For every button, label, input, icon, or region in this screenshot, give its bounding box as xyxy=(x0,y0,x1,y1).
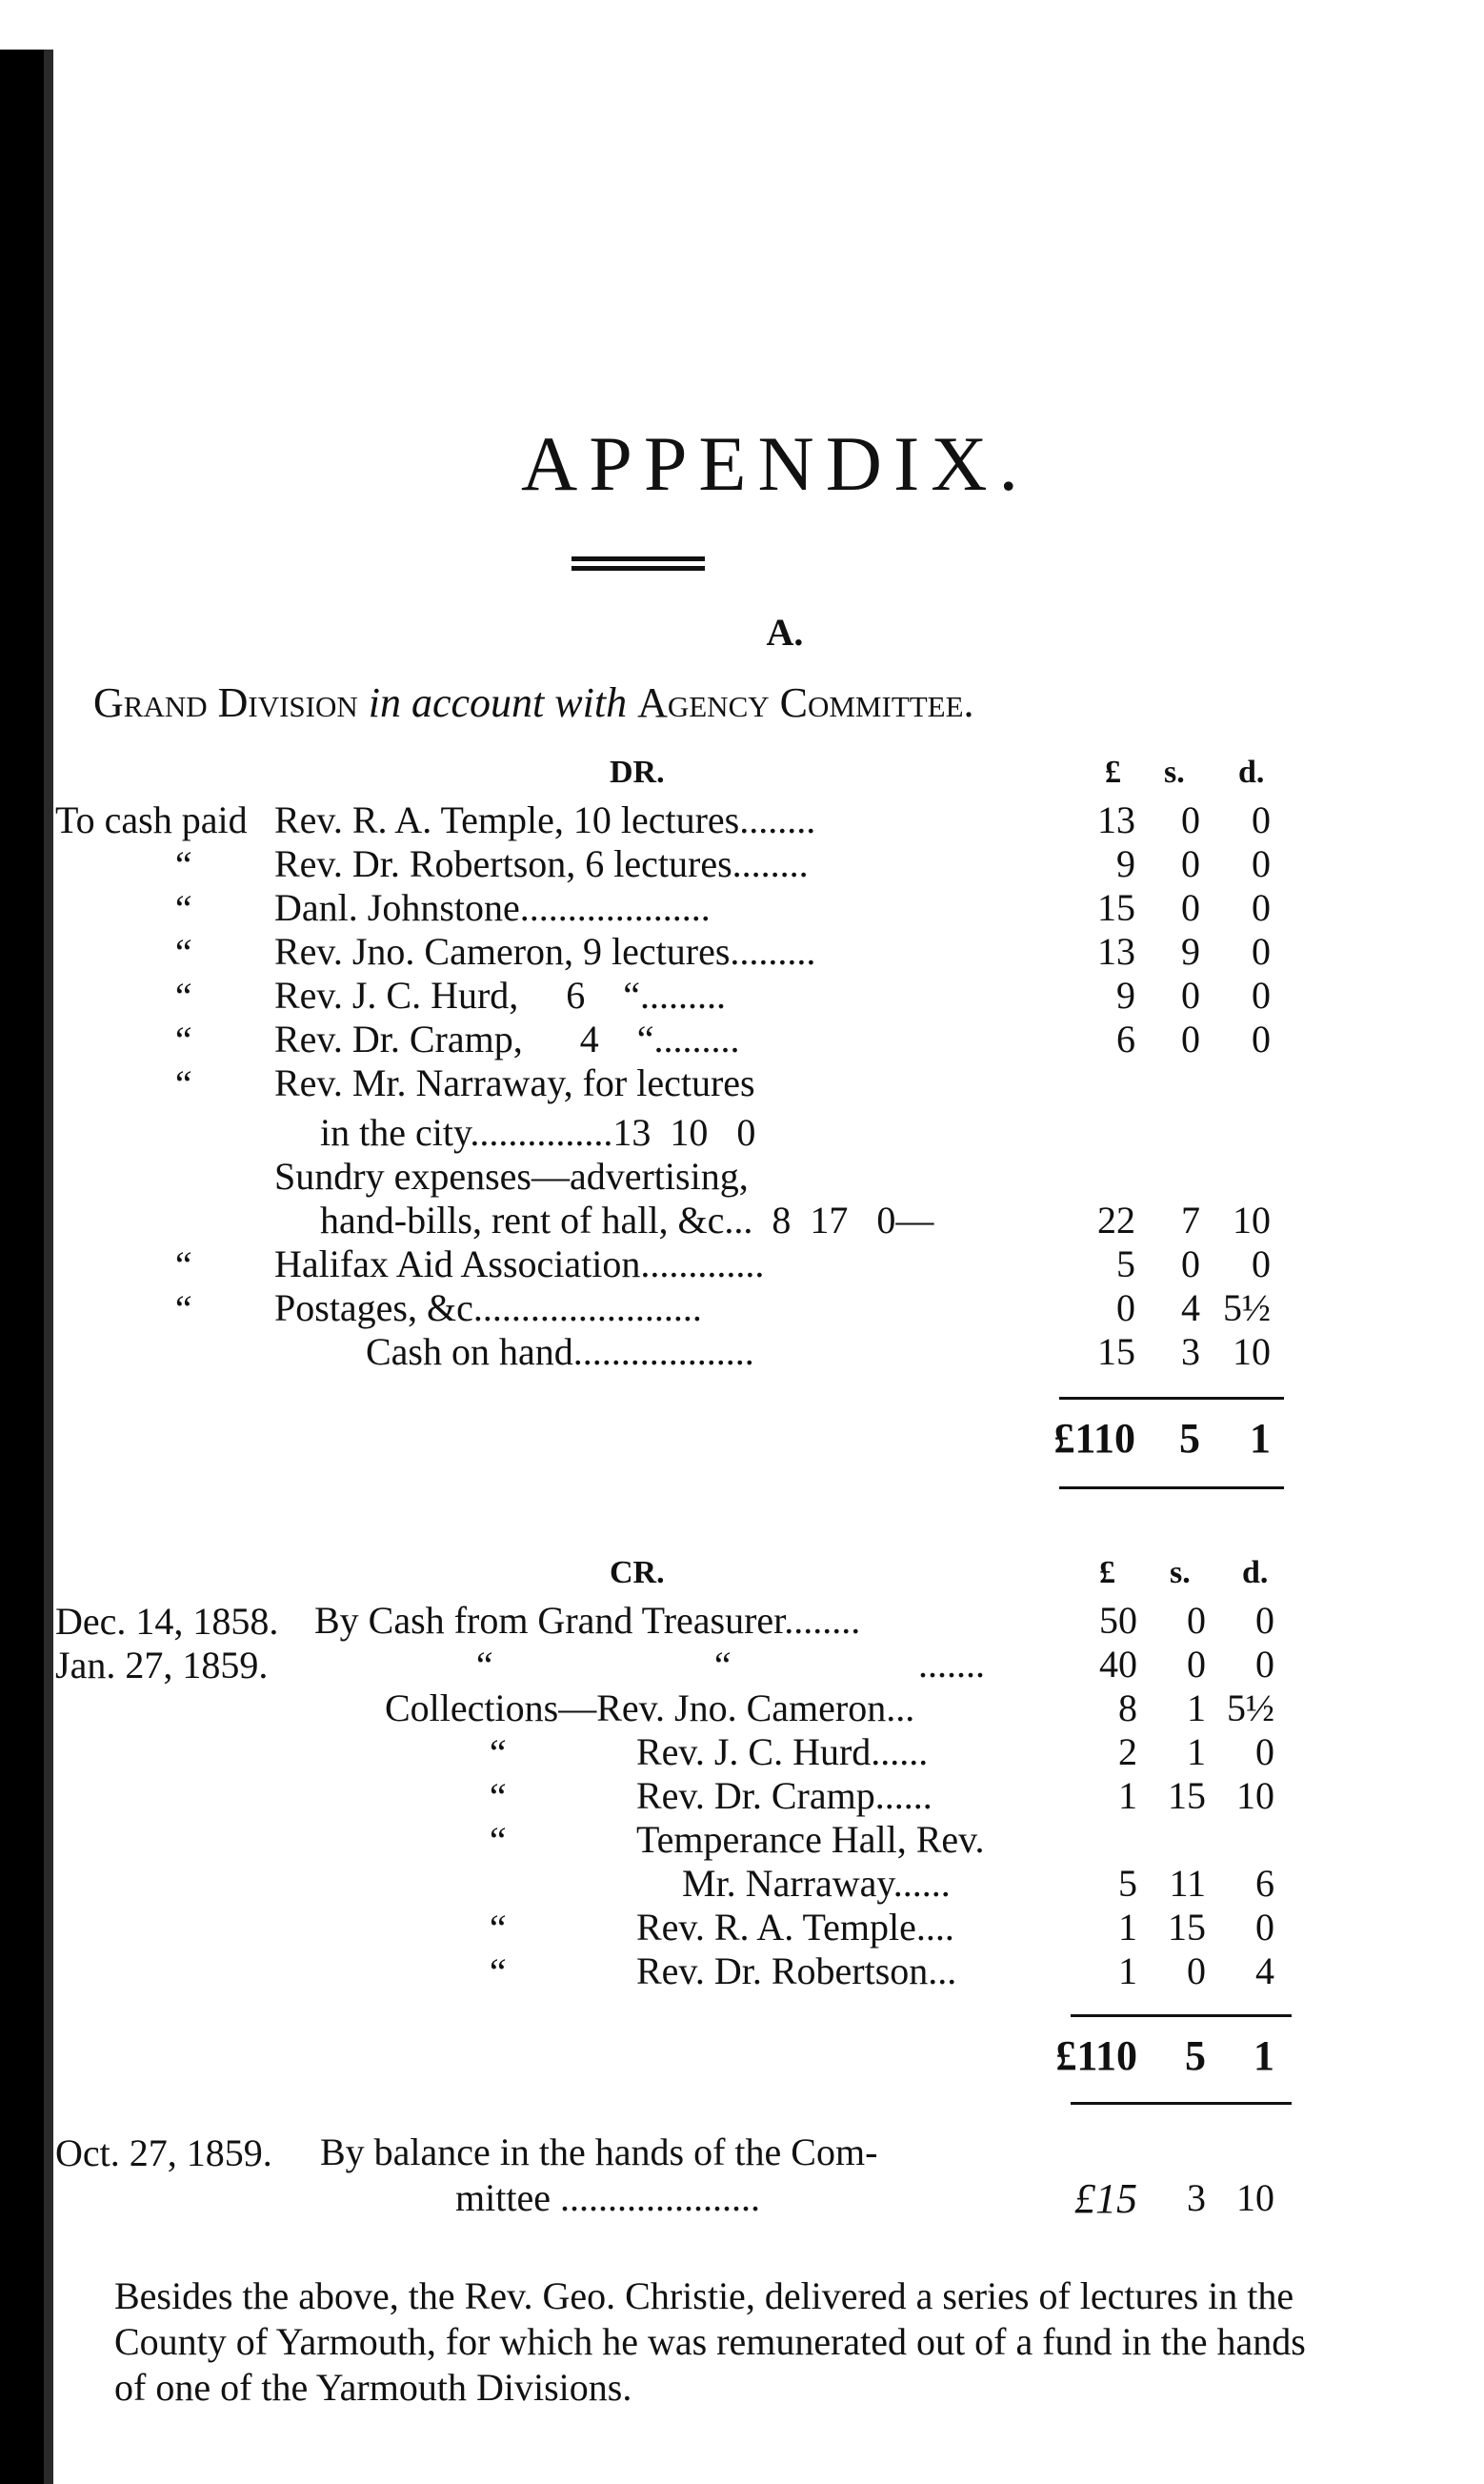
debit-row-pounds: 9 xyxy=(1116,842,1135,885)
leader-dots: ............... xyxy=(470,1111,613,1154)
balance-pounds: £15 xyxy=(1074,2175,1137,2222)
leader-dots: .... xyxy=(915,1906,954,1949)
credit-row2-ditto1: “ xyxy=(472,1644,494,1686)
temperance-ditto: “ xyxy=(486,1819,508,1862)
credit-temperance-line2 xyxy=(682,1862,951,1906)
debit-row-pence: 0 xyxy=(1252,974,1271,1017)
cramp-shillings: 15 xyxy=(1168,1774,1206,1817)
robertson-shillings: 0 xyxy=(1187,1949,1206,1992)
leader-dots: ...... xyxy=(892,1862,951,1905)
leader-dots: ..................... xyxy=(550,2176,760,2219)
debit-row-shillings: 0 xyxy=(1181,974,1200,1017)
hurd-shillings: 1 xyxy=(1187,1730,1206,1773)
temperance-pence: 6 xyxy=(1255,1862,1274,1905)
temperance-shillings: 11 xyxy=(1169,1862,1206,1905)
debit-halifax xyxy=(274,1242,764,1286)
leader-dots: ...... xyxy=(871,1730,929,1773)
debit-total-rule-bottom xyxy=(1059,1486,1284,1489)
temperance-pounds: 5 xyxy=(1118,1862,1137,1905)
leader-dots: .................... xyxy=(519,886,711,929)
credit-total-pounds: £110 xyxy=(1055,2032,1137,2079)
debit-row-pounds: 13 xyxy=(1097,930,1135,973)
debit-col-shillings: s. xyxy=(1164,755,1185,790)
credit-row2-leader: ....... xyxy=(918,1643,985,1686)
leader-dots: ........ xyxy=(732,842,809,885)
collections-text: Collections—Rev. Jno. Cameron xyxy=(385,1686,887,1729)
hurd-text: Rev. J. C. Hurd xyxy=(636,1730,872,1773)
cramp-text: Rev. Dr. Cramp xyxy=(636,1774,875,1817)
heading-part-agency-committee: Agency Committee. xyxy=(637,679,974,726)
halifax-pounds: 5 xyxy=(1116,1242,1135,1285)
cash-on-hand-pounds: 15 xyxy=(1097,1330,1135,1373)
temple-text: Rev. R. A. Temple xyxy=(636,1906,916,1949)
cramp-ditto: “ xyxy=(486,1775,508,1818)
footnote-paragraph: Besides the above, the Rev. Geo. Christie, delivered a series of lectures in the County of Yarmouth, for which he was remunerated out of a fund in the hands of one of the Yarmouth Divisions. xyxy=(114,2274,1306,2409)
sundry-pence: 10 xyxy=(1233,1199,1271,1242)
debit-row-prefix: “ xyxy=(171,975,193,1018)
balance-pence: 10 xyxy=(1236,2176,1274,2219)
credit-row2-ditto2: “ xyxy=(711,1644,732,1686)
cramp-pence: 10 xyxy=(1236,1774,1274,1817)
debit-row-pounds: 15 xyxy=(1097,886,1135,929)
debit-row-pence: 0 xyxy=(1252,930,1271,973)
debit-row-prefix: “ xyxy=(171,931,193,974)
temple-pounds: 1 xyxy=(1118,1906,1137,1949)
credit-row2-pence: 0 xyxy=(1255,1643,1274,1686)
credit-hurd xyxy=(636,1730,928,1774)
debit-row-pounds: 9 xyxy=(1116,974,1135,1017)
credit-row2-pounds: 40 xyxy=(1099,1643,1137,1686)
postages-text: Postages, &c xyxy=(274,1286,473,1329)
debit-row-prefix: “ xyxy=(171,1019,193,1061)
sundry-pounds: 22 xyxy=(1097,1199,1135,1242)
leader-dots: ................... xyxy=(572,1330,754,1373)
postages-pence: 5½ xyxy=(1223,1286,1271,1329)
balance-shillings: 3 xyxy=(1187,2176,1206,2219)
collections-pence: 5½ xyxy=(1227,1686,1274,1729)
debit-row-shillings: 0 xyxy=(1181,798,1200,841)
credit-col-pounds: £ xyxy=(1099,1555,1115,1590)
debit-row xyxy=(274,1018,739,1061)
debit-total-shillings: 5 xyxy=(1179,1415,1200,1462)
credit-row1-pounds: 50 xyxy=(1099,1599,1137,1642)
debit-col-pounds: £ xyxy=(1105,755,1121,790)
debit-row-shillings: 0 xyxy=(1181,886,1200,929)
leader-dots: ... xyxy=(886,1686,915,1729)
leader-dots: ............. xyxy=(640,1242,765,1285)
credit-collections xyxy=(385,1686,914,1730)
credit-col-pence: d. xyxy=(1242,1555,1269,1590)
debit-row-pounds: 6 xyxy=(1116,1018,1135,1060)
credit-cramp xyxy=(636,1774,933,1818)
credit-row2-date: Jan. 27, 1859. xyxy=(55,1644,269,1686)
credit-row1 xyxy=(314,1599,860,1643)
credit-total-rule-bottom xyxy=(1071,2102,1292,2105)
robertson-ditto: “ xyxy=(486,1950,508,1993)
halifax-shillings: 0 xyxy=(1181,1242,1200,1285)
debit-sundry-line1: Sundry expenses—advertising, xyxy=(274,1155,749,1198)
cash-on-hand-text: Cash on hand xyxy=(366,1330,573,1373)
credit-row2-shillings: 0 xyxy=(1187,1643,1206,1686)
credit-total-pence: 1 xyxy=(1253,2032,1274,2079)
title-double-rule xyxy=(572,556,705,576)
debit-row-pence: 0 xyxy=(1252,842,1271,885)
credit-temperance-line1: Temperance Hall, Rev. xyxy=(636,1818,985,1861)
debit-row xyxy=(274,930,815,974)
debit-row-shillings: 9 xyxy=(1181,930,1200,973)
credit-total-rule-top xyxy=(1071,2014,1292,2017)
credit-row1-pence: 0 xyxy=(1255,1599,1274,1642)
halifax-text: Halifax Aid Association xyxy=(274,1242,641,1285)
section-letter: A. xyxy=(766,611,804,654)
debit-row xyxy=(274,1061,755,1105)
debit-postages xyxy=(274,1286,702,1330)
halifax-ditto: “ xyxy=(171,1243,193,1286)
debit-row-pence: 0 xyxy=(1252,798,1271,841)
debit-row-shillings: 0 xyxy=(1181,1018,1200,1060)
narraway-city-amount: 13 10 0 xyxy=(612,1111,756,1154)
debit-row-text: Rev. Dr. Cramp, 4 “ xyxy=(274,1018,654,1060)
leader-dots: ......... xyxy=(653,1018,740,1060)
credit-col-shillings: s. xyxy=(1170,1555,1191,1590)
debit-sundry-line2: hand-bills, rent of hall, &c... 8 17 0— xyxy=(320,1199,934,1242)
debit-row xyxy=(274,886,711,930)
narraway-city-text: in the city xyxy=(320,1111,471,1154)
leader-dots: ... xyxy=(928,1949,957,1992)
debit-row-pounds: 13 xyxy=(1097,798,1135,841)
hurd-pounds: 2 xyxy=(1118,1730,1137,1773)
hurd-pence: 0 xyxy=(1255,1730,1274,1773)
debit-cash-on-hand xyxy=(366,1330,754,1374)
hurd-ditto: “ xyxy=(486,1731,508,1774)
debit-total-pence: 1 xyxy=(1250,1415,1271,1462)
balance-text2: mittee xyxy=(455,2176,551,2219)
credit-row1-text: By Cash from Grand Treasurer xyxy=(314,1599,785,1642)
page-title: APPENDIX. xyxy=(521,420,1030,507)
debit-total-rule-top xyxy=(1059,1397,1284,1400)
postages-shillings: 4 xyxy=(1181,1286,1200,1329)
robertson-pence: 4 xyxy=(1255,1949,1274,1992)
debit-row xyxy=(274,842,809,886)
balance-line2 xyxy=(455,2176,760,2220)
robertson-pounds: 1 xyxy=(1118,1949,1137,1992)
temple-pence: 0 xyxy=(1255,1906,1274,1949)
robertson-text: Rev. Dr. Robertson xyxy=(636,1949,929,1992)
heading-part-grand-division: Grand Division xyxy=(93,679,358,726)
balance-date: Oct. 27, 1859. xyxy=(55,2131,272,2174)
postages-ditto: “ xyxy=(171,1287,193,1330)
cramp-pounds: 1 xyxy=(1118,1774,1137,1817)
leader-dots: ......... xyxy=(730,930,816,973)
cash-on-hand-shillings: 3 xyxy=(1181,1330,1200,1373)
halifax-pence: 0 xyxy=(1252,1242,1271,1285)
temperance-text: Mr. Narraway xyxy=(682,1862,893,1905)
debit-row-prefix: “ xyxy=(171,887,193,930)
debit-row-pence: 0 xyxy=(1252,1018,1271,1060)
temple-ditto: “ xyxy=(486,1907,508,1949)
debit-narraway-city xyxy=(320,1111,755,1155)
balance-line1: By balance in the hands of the Com- xyxy=(320,2131,878,2173)
debit-col-pence: d. xyxy=(1238,755,1265,790)
heading-part-in-account-with: in account with xyxy=(368,679,628,726)
leader-dots: ........ xyxy=(784,1599,861,1642)
credit-temple xyxy=(636,1906,954,1949)
debit-header: DR. xyxy=(610,755,665,790)
leader-dots: ........................ xyxy=(472,1286,702,1329)
debit-row-prefix: To cash paid xyxy=(55,798,248,841)
credit-header: CR. xyxy=(610,1555,665,1590)
leader-dots: ...... xyxy=(874,1774,933,1817)
debit-total-pounds: £110 xyxy=(1053,1415,1135,1462)
account-heading xyxy=(93,678,1284,727)
credit-total-shillings: 5 xyxy=(1185,2032,1206,2079)
debit-row-text: Rev. Jno. Cameron, 9 lectures xyxy=(274,930,731,973)
postages-pounds: 0 xyxy=(1116,1286,1135,1329)
debit-row xyxy=(274,798,815,842)
debit-row-prefix: “ xyxy=(171,843,193,886)
debit-row-text: Danl. Johnstone xyxy=(274,886,520,929)
credit-robertson xyxy=(636,1949,956,1993)
credit-row1-shillings: 0 xyxy=(1187,1599,1206,1642)
sundry-shillings: 7 xyxy=(1181,1199,1200,1242)
cash-on-hand-pence: 10 xyxy=(1233,1330,1271,1373)
leader-dots: ......... xyxy=(640,974,727,1017)
debit-row-text: Rev. Dr. Robertson, 6 lectures xyxy=(274,842,732,885)
temple-shillings: 15 xyxy=(1168,1906,1206,1949)
debit-row-text: Rev. J. C. Hurd, 6 “ xyxy=(274,974,641,1017)
debit-row-prefix: “ xyxy=(171,1062,193,1105)
leader-dots: ........ xyxy=(739,798,816,841)
debit-row-text: Rev. Mr. Narraway, for lectures xyxy=(274,1061,755,1104)
debit-row xyxy=(274,974,726,1018)
debit-row-shillings: 0 xyxy=(1181,842,1200,885)
debit-row-pence: 0 xyxy=(1252,886,1271,929)
debit-row-text: Rev. R. A. Temple, 10 lectures xyxy=(274,798,740,841)
credit-row1-date: Dec. 14, 1858. xyxy=(55,1600,279,1643)
collections-pounds: 8 xyxy=(1118,1686,1137,1729)
collections-shillings: 1 xyxy=(1187,1686,1206,1729)
